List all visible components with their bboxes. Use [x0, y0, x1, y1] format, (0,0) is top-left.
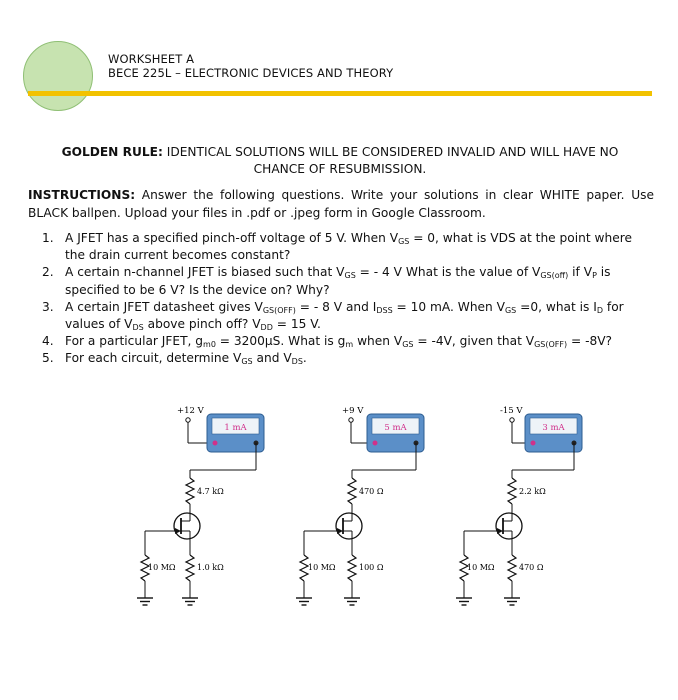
meter-reading: 3 mA [542, 423, 565, 433]
rg-label: 10 MΩ [148, 563, 176, 572]
worksheet-title: WORKSHEET A [108, 52, 195, 66]
golden-rule-line1: IDENTICAL SOLUTIONS WILL BE CONSIDERED INVALID AND WILL HAVE NO [166, 145, 619, 159]
meter-terminal-positive [213, 441, 218, 446]
rg-label: 10 MΩ [467, 563, 495, 572]
meter-reading: 1 mA [224, 423, 247, 433]
rs-resistor [186, 555, 194, 581]
circuit-2 [296, 406, 424, 605]
question-1: 1. A JFET has a specified pinch-off voltage of 5 V. When $V_{GS} = 0$, what is VDS at the point where the drain current becomes constant? [42, 231, 632, 263]
rg-resistor [300, 555, 308, 581]
golden-rule-line2: CHANCE OF RESUBMISSION. [253, 162, 427, 176]
rd-resistor [508, 478, 516, 504]
question-5: 5. For each circuit, determine $V_{GS}$ and $V_{DS}$. [42, 351, 307, 367]
meter-terminal-positive [373, 441, 378, 446]
jfet-symbol [496, 513, 522, 539]
supply-label: +9 V [342, 406, 364, 416]
jfet-symbol [336, 513, 362, 539]
question-2: 2. A certain n-channel JFET is biased such that $V_{GS}$ = - 4 V What is the value of $V_{GS(off)}$ if $V_P$ is specified to be 6 V? Is the device on? Why? [42, 265, 611, 297]
rd-resistor [348, 478, 356, 504]
question-3: 3. A certain JFET datasheet gives $V_{GS(OFF)}$ = - 8 V and $I_{DSS} = 10$ mA. When $V_{GS} =0$, what is $I_D$ for values of $V_{DS}$ above pinch off? $V_{DD} = 15$ V. [42, 299, 624, 333]
ammeter [367, 414, 424, 452]
ammeter [207, 414, 264, 452]
rs-label: 1.0 kΩ [197, 563, 224, 572]
jfet-symbol [174, 513, 200, 539]
supply-label: -15 V [500, 406, 523, 416]
circuit-1 [137, 406, 264, 605]
ammeter [525, 414, 582, 452]
supply-label: +12 V [177, 406, 204, 416]
rd-label: 4.7 kΩ [197, 487, 224, 496]
instructions-text: Answer the following questions. Write your solutions in clear WHITE paper. Use BLACK ballpen. Upload your files in .pdf or .jpeg form in Google Classroom. [28, 188, 654, 220]
meter-reading: 5 mA [384, 423, 407, 433]
rs-resistor [348, 555, 356, 581]
rd-label: 2.2 kΩ [519, 487, 546, 496]
supply-terminal [510, 418, 514, 422]
rs-label: 470 Ω [519, 563, 544, 572]
supply-terminal [186, 418, 190, 422]
question-4: 4. For a particular JFET, $g_{m0} = 3200\mu S$. What is $g_m$ when $V_{GS} = -4V$, given that $V_{GS(OFF)} = -8V$? [42, 334, 613, 350]
instructions-label: INSTRUCTIONS: [28, 188, 136, 202]
supply-terminal [349, 418, 353, 422]
course-title: BECE 225L – ELECTRONIC DEVICES AND THEORY [108, 66, 394, 80]
rs-label: 100 Ω [359, 563, 384, 572]
rd-resistor [186, 478, 194, 504]
golden-rule-label: GOLDEN RULE: [61, 145, 163, 159]
rs-resistor [508, 555, 516, 581]
rg-label: 10 MΩ [308, 563, 336, 572]
meter-terminal-positive [531, 441, 536, 446]
circuit-3 [456, 406, 582, 605]
rd-label: 470 Ω [359, 487, 384, 496]
